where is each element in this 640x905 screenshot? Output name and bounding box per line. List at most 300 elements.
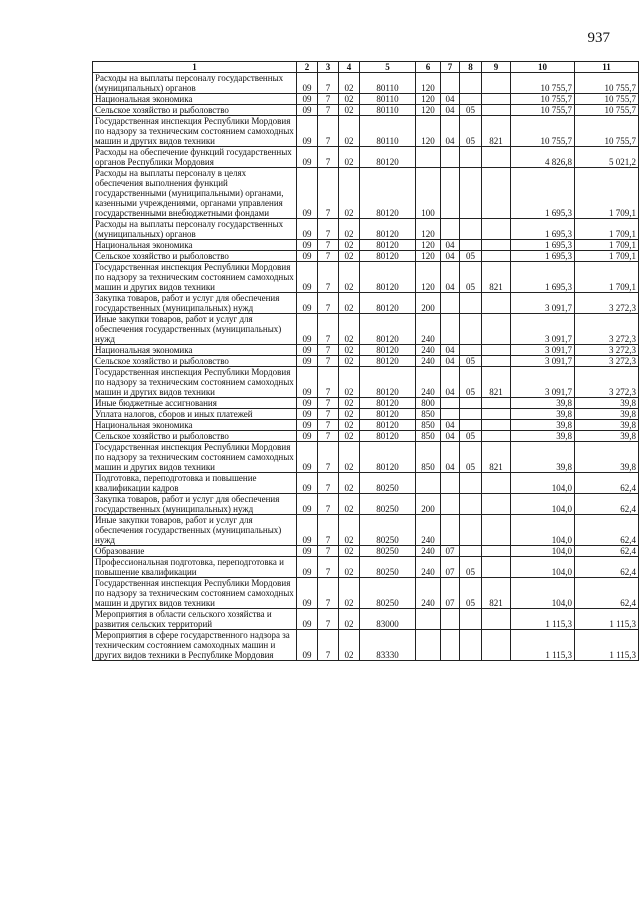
cell-section <box>441 494 460 515</box>
cell-amount-year2: 62,4 <box>575 546 639 557</box>
cell-amount-year1: 10 755,7 <box>511 73 575 94</box>
cell-subsection: 05 <box>460 116 482 147</box>
cell-code: 7 <box>318 367 339 398</box>
cell-target-article: 80120 <box>360 420 416 431</box>
cell-target-article: 80120 <box>360 442 416 473</box>
row-name: Мероприятия в области сельского хозяйства и развития сельских территорий <box>93 609 297 630</box>
cell-amount-year1: 3 091,7 <box>511 367 575 398</box>
cell-expense-type: 240 <box>416 367 441 398</box>
cell-subsection <box>460 240 482 251</box>
cell-code: 09 <box>297 219 318 240</box>
cell-code: 02 <box>339 345 360 356</box>
cell-target-article: 80250 <box>360 473 416 494</box>
cell-expense-type: 200 <box>416 293 441 314</box>
table-row <box>93 94 639 105</box>
cell-code: 7 <box>318 94 339 105</box>
table-body <box>93 73 639 661</box>
cell-amount-year2: 62,4 <box>575 557 639 578</box>
table-row <box>93 147 639 168</box>
cell-ministry <box>482 473 511 494</box>
table-row <box>93 345 639 356</box>
cell-section <box>441 609 460 630</box>
cell-code: 02 <box>339 116 360 147</box>
table-row <box>93 515 639 546</box>
cell-code: 7 <box>318 345 339 356</box>
cell-target-article: 80120 <box>360 398 416 409</box>
row-name: Сельское хозяйство и рыболовство <box>93 105 297 116</box>
row-name: Расходы на выплаты персоналу государственных (муниципальных) органов <box>93 219 297 240</box>
table-row <box>93 431 639 442</box>
cell-ministry <box>482 168 511 219</box>
cell-subsection: 05 <box>460 367 482 398</box>
row-name: Государственная инспекция Республики Мордовия по надзору за техническим состоянием самоходных машин и других видов техники <box>93 367 297 398</box>
cell-expense-type <box>416 630 441 661</box>
cell-code: 02 <box>339 240 360 251</box>
cell-amount-year1: 1 695,3 <box>511 168 575 219</box>
cell-section <box>441 630 460 661</box>
cell-ministry <box>482 251 511 262</box>
cell-code: 02 <box>339 494 360 515</box>
cell-ministry <box>482 240 511 251</box>
cell-code: 7 <box>318 147 339 168</box>
cell-code: 09 <box>297 494 318 515</box>
cell-expense-type: 120 <box>416 73 441 94</box>
cell-code: 7 <box>318 630 339 661</box>
cell-ministry <box>482 515 511 546</box>
cell-code: 7 <box>318 609 339 630</box>
cell-ministry <box>482 293 511 314</box>
cell-amount-year2: 62,4 <box>575 473 639 494</box>
table-row <box>93 609 639 630</box>
cell-amount-year2: 1 709,1 <box>575 168 639 219</box>
cell-amount-year1: 39,8 <box>511 409 575 420</box>
cell-ministry <box>482 94 511 105</box>
cell-amount-year1: 104,0 <box>511 473 575 494</box>
cell-expense-type: 120 <box>416 94 441 105</box>
cell-target-article: 83000 <box>360 609 416 630</box>
cell-section <box>441 147 460 168</box>
header-cell: 4 <box>339 62 360 73</box>
table-row <box>93 356 639 367</box>
cell-ministry <box>482 356 511 367</box>
cell-code: 7 <box>318 356 339 367</box>
cell-code: 7 <box>318 116 339 147</box>
row-name: Подготовка, переподготовка и повышение квалификации кадров <box>93 473 297 494</box>
header-cell: 7 <box>441 62 460 73</box>
cell-target-article: 80110 <box>360 94 416 105</box>
cell-code: 02 <box>339 409 360 420</box>
cell-code: 7 <box>318 168 339 219</box>
cell-target-article: 80120 <box>360 240 416 251</box>
row-name: Национальная экономика <box>93 94 297 105</box>
cell-code: 09 <box>297 630 318 661</box>
cell-ministry <box>482 409 511 420</box>
row-name: Государственная инспекция Республики Мордовия по надзору за техническим состоянием самоходных машин и других видов техники <box>93 262 297 293</box>
cell-code: 7 <box>318 494 339 515</box>
header-cell: 9 <box>482 62 511 73</box>
cell-code: 09 <box>297 262 318 293</box>
cell-section: 07 <box>441 546 460 557</box>
row-name: Государственная инспекция Республики Мордовия по надзору за техническим состоянием самоходных машин и других видов техники <box>93 442 297 473</box>
cell-code: 02 <box>339 147 360 168</box>
row-name: Расходы на выплаты персоналу в целях обеспечения выполнения функций государственными (муниципальными) органами, казенными учреждениями, органами управления государственными внебюджетными фондами <box>93 168 297 219</box>
table-row <box>93 293 639 314</box>
cell-subsection <box>460 293 482 314</box>
cell-amount-year1: 1 695,3 <box>511 262 575 293</box>
table-row <box>93 314 639 345</box>
page-number: 937 <box>587 30 610 46</box>
cell-code: 7 <box>318 293 339 314</box>
table-row <box>93 168 639 219</box>
cell-ministry <box>482 314 511 345</box>
cell-code: 7 <box>318 240 339 251</box>
cell-subsection <box>460 314 482 345</box>
table-row <box>93 116 639 147</box>
cell-section <box>441 314 460 345</box>
row-name: Национальная экономика <box>93 240 297 251</box>
cell-code: 7 <box>318 420 339 431</box>
cell-amount-year2: 39,8 <box>575 409 639 420</box>
cell-code: 09 <box>297 442 318 473</box>
table-row <box>93 73 639 94</box>
table-row <box>93 262 639 293</box>
header-cell: 2 <box>297 62 318 73</box>
cell-ministry <box>482 345 511 356</box>
cell-subsection <box>460 345 482 356</box>
row-name: Сельское хозяйство и рыболовство <box>93 431 297 442</box>
cell-section: 04 <box>441 94 460 105</box>
cell-section <box>441 473 460 494</box>
header-cell: 10 <box>511 62 575 73</box>
cell-code: 7 <box>318 251 339 262</box>
cell-target-article: 80120 <box>360 314 416 345</box>
cell-code: 02 <box>339 557 360 578</box>
cell-code: 7 <box>318 73 339 94</box>
cell-code: 7 <box>318 262 339 293</box>
cell-expense-type: 850 <box>416 431 441 442</box>
table-row <box>93 557 639 578</box>
cell-section <box>441 409 460 420</box>
cell-expense-type: 850 <box>416 409 441 420</box>
cell-section: 04 <box>441 442 460 473</box>
header-cell: 5 <box>360 62 416 73</box>
table-row <box>93 442 639 473</box>
header-cell: 3 <box>318 62 339 73</box>
cell-target-article: 83330 <box>360 630 416 661</box>
budget-table <box>92 61 639 661</box>
cell-subsection <box>460 630 482 661</box>
row-name: Образование <box>93 546 297 557</box>
cell-subsection <box>460 147 482 168</box>
cell-code: 02 <box>339 168 360 219</box>
cell-amount-year1: 39,8 <box>511 420 575 431</box>
cell-code: 02 <box>339 314 360 345</box>
cell-subsection <box>460 546 482 557</box>
cell-amount-year1: 104,0 <box>511 578 575 609</box>
cell-code: 09 <box>297 345 318 356</box>
cell-subsection <box>460 94 482 105</box>
cell-target-article: 80120 <box>360 431 416 442</box>
cell-target-article: 80120 <box>360 293 416 314</box>
cell-amount-year1: 1 115,3 <box>511 609 575 630</box>
cell-ministry <box>482 73 511 94</box>
cell-subsection: 05 <box>460 442 482 473</box>
row-name: Сельское хозяйство и рыболовство <box>93 356 297 367</box>
cell-amount-year2: 10 755,7 <box>575 73 639 94</box>
cell-amount-year1: 10 755,7 <box>511 94 575 105</box>
cell-amount-year2: 10 755,7 <box>575 116 639 147</box>
cell-expense-type: 850 <box>416 442 441 473</box>
table-row <box>93 251 639 262</box>
cell-amount-year2: 1 709,1 <box>575 219 639 240</box>
cell-ministry <box>482 609 511 630</box>
header-cell: 11 <box>575 62 639 73</box>
cell-code: 09 <box>297 116 318 147</box>
header-cell: 1 <box>93 62 297 73</box>
cell-code: 7 <box>318 473 339 494</box>
cell-code: 09 <box>297 609 318 630</box>
row-name: Национальная экономика <box>93 345 297 356</box>
cell-section <box>441 293 460 314</box>
cell-code: 7 <box>318 409 339 420</box>
cell-code: 02 <box>339 398 360 409</box>
cell-ministry <box>482 546 511 557</box>
cell-ministry <box>482 147 511 168</box>
cell-section: 07 <box>441 557 460 578</box>
cell-ministry: 821 <box>482 578 511 609</box>
cell-expense-type: 120 <box>416 262 441 293</box>
cell-code: 02 <box>339 630 360 661</box>
cell-target-article: 80110 <box>360 73 416 94</box>
cell-code: 09 <box>297 557 318 578</box>
cell-code: 09 <box>297 94 318 105</box>
cell-code: 7 <box>318 442 339 473</box>
cell-expense-type: 240 <box>416 515 441 546</box>
cell-ministry: 821 <box>482 262 511 293</box>
cell-section: 04 <box>441 262 460 293</box>
cell-code: 09 <box>297 409 318 420</box>
cell-ministry <box>482 557 511 578</box>
cell-amount-year1: 1 695,3 <box>511 251 575 262</box>
cell-ministry: 821 <box>482 442 511 473</box>
row-name: Иные бюджетные ассигнования <box>93 398 297 409</box>
cell-code: 02 <box>339 73 360 94</box>
cell-expense-type: 120 <box>416 105 441 116</box>
cell-expense-type <box>416 609 441 630</box>
cell-expense-type <box>416 473 441 494</box>
cell-section: 04 <box>441 367 460 398</box>
cell-amount-year1: 104,0 <box>511 515 575 546</box>
row-name: Мероприятия в сфере государственного надзора за техническим состоянием самоходных машин и других видов техники в Республике Мордовия <box>93 630 297 661</box>
cell-section <box>441 219 460 240</box>
cell-code: 09 <box>297 314 318 345</box>
cell-target-article: 80120 <box>360 262 416 293</box>
cell-amount-year1: 39,8 <box>511 431 575 442</box>
cell-code: 09 <box>297 546 318 557</box>
cell-subsection <box>460 73 482 94</box>
cell-ministry <box>482 494 511 515</box>
cell-code: 02 <box>339 609 360 630</box>
cell-code: 09 <box>297 147 318 168</box>
table-row <box>93 494 639 515</box>
cell-target-article: 80250 <box>360 578 416 609</box>
cell-amount-year2: 5 021,2 <box>575 147 639 168</box>
cell-code: 09 <box>297 420 318 431</box>
cell-subsection <box>460 515 482 546</box>
cell-ministry <box>482 431 511 442</box>
cell-target-article: 80120 <box>360 367 416 398</box>
table-row <box>93 420 639 431</box>
cell-section <box>441 515 460 546</box>
row-name: Национальная экономика <box>93 420 297 431</box>
cell-expense-type: 120 <box>416 116 441 147</box>
table-row <box>93 219 639 240</box>
cell-ministry <box>482 630 511 661</box>
table-row <box>93 546 639 557</box>
row-name: Профессиональная подготовка, переподготовка и повышение квалификации <box>93 557 297 578</box>
cell-code: 02 <box>339 251 360 262</box>
header-row <box>93 62 639 73</box>
cell-amount-year1: 10 755,7 <box>511 116 575 147</box>
cell-subsection <box>460 473 482 494</box>
cell-amount-year2: 10 755,7 <box>575 94 639 105</box>
table-row <box>93 473 639 494</box>
cell-expense-type: 120 <box>416 251 441 262</box>
table-row <box>93 630 639 661</box>
cell-amount-year1: 104,0 <box>511 557 575 578</box>
cell-code: 7 <box>318 314 339 345</box>
cell-ministry: 821 <box>482 116 511 147</box>
cell-target-article: 80250 <box>360 557 416 578</box>
row-name: Закупка товаров, работ и услуг для обеспечения государственных (муниципальных) нужд <box>93 293 297 314</box>
cell-section: 04 <box>441 251 460 262</box>
cell-code: 7 <box>318 515 339 546</box>
cell-subsection: 05 <box>460 557 482 578</box>
cell-section: 04 <box>441 356 460 367</box>
cell-code: 09 <box>297 578 318 609</box>
cell-amount-year2: 62,4 <box>575 578 639 609</box>
cell-amount-year2: 3 272,3 <box>575 367 639 398</box>
cell-section: 04 <box>441 116 460 147</box>
cell-code: 02 <box>339 293 360 314</box>
cell-target-article: 80120 <box>360 147 416 168</box>
cell-target-article: 80250 <box>360 494 416 515</box>
cell-amount-year2: 10 755,7 <box>575 105 639 116</box>
cell-amount-year1: 104,0 <box>511 546 575 557</box>
cell-ministry <box>482 398 511 409</box>
cell-subsection: 05 <box>460 431 482 442</box>
cell-expense-type: 240 <box>416 557 441 578</box>
cell-section: 04 <box>441 105 460 116</box>
cell-code: 02 <box>339 431 360 442</box>
cell-code: 02 <box>339 546 360 557</box>
cell-amount-year2: 1 115,3 <box>575 630 639 661</box>
cell-ministry: 821 <box>482 367 511 398</box>
cell-code: 02 <box>339 367 360 398</box>
cell-section: 04 <box>441 420 460 431</box>
cell-subsection <box>460 609 482 630</box>
row-name: Расходы на обеспечение функций государственных органов Республики Мордовия <box>93 147 297 168</box>
row-name: Закупка товаров, работ и услуг для обеспечения государственных (муниципальных) нужд <box>93 494 297 515</box>
header-cell: 6 <box>416 62 441 73</box>
row-name: Иные закупки товаров, работ и услуг для обеспечения государственных (муниципальных) нужд <box>93 314 297 345</box>
cell-expense-type: 240 <box>416 345 441 356</box>
cell-subsection <box>460 420 482 431</box>
cell-subsection: 05 <box>460 578 482 609</box>
cell-amount-year1: 1 695,3 <box>511 240 575 251</box>
cell-amount-year1: 1 695,3 <box>511 219 575 240</box>
cell-target-article: 80120 <box>360 219 416 240</box>
cell-amount-year2: 39,8 <box>575 442 639 473</box>
cell-amount-year2: 39,8 <box>575 420 639 431</box>
cell-code: 09 <box>297 367 318 398</box>
cell-expense-type: 240 <box>416 314 441 345</box>
cell-code: 09 <box>297 515 318 546</box>
cell-subsection <box>460 494 482 515</box>
cell-amount-year1: 10 755,7 <box>511 105 575 116</box>
cell-amount-year1: 3 091,7 <box>511 293 575 314</box>
cell-amount-year1: 39,8 <box>511 442 575 473</box>
cell-target-article: 80110 <box>360 116 416 147</box>
cell-code: 09 <box>297 240 318 251</box>
cell-amount-year1: 3 091,7 <box>511 345 575 356</box>
cell-subsection: 05 <box>460 356 482 367</box>
cell-expense-type <box>416 147 441 168</box>
cell-expense-type: 850 <box>416 420 441 431</box>
cell-code: 09 <box>297 105 318 116</box>
header-cell: 8 <box>460 62 482 73</box>
cell-code: 02 <box>339 578 360 609</box>
row-name: Расходы на выплаты персоналу государственных (муниципальных) органов <box>93 73 297 94</box>
cell-amount-year2: 39,8 <box>575 398 639 409</box>
cell-code: 09 <box>297 431 318 442</box>
cell-expense-type: 800 <box>416 398 441 409</box>
cell-amount-year2: 1 115,3 <box>575 609 639 630</box>
cell-section: 07 <box>441 578 460 609</box>
cell-subsection <box>460 168 482 219</box>
cell-amount-year1: 39,8 <box>511 398 575 409</box>
cell-code: 09 <box>297 293 318 314</box>
cell-ministry <box>482 420 511 431</box>
cell-amount-year1: 104,0 <box>511 494 575 515</box>
cell-code: 09 <box>297 473 318 494</box>
cell-amount-year2: 39,8 <box>575 431 639 442</box>
cell-code: 02 <box>339 473 360 494</box>
cell-code: 7 <box>318 578 339 609</box>
cell-code: 7 <box>318 546 339 557</box>
cell-expense-type: 100 <box>416 168 441 219</box>
cell-code: 09 <box>297 356 318 367</box>
cell-amount-year1: 1 115,3 <box>511 630 575 661</box>
cell-amount-year1: 3 091,7 <box>511 314 575 345</box>
cell-code: 09 <box>297 398 318 409</box>
cell-code: 02 <box>339 105 360 116</box>
cell-subsection <box>460 398 482 409</box>
cell-target-article: 80120 <box>360 345 416 356</box>
cell-subsection <box>460 219 482 240</box>
cell-amount-year2: 62,4 <box>575 494 639 515</box>
cell-subsection: 05 <box>460 251 482 262</box>
cell-expense-type: 240 <box>416 356 441 367</box>
row-name: Государственная инспекция Республики Мордовия по надзору за техническим состоянием самоходных машин и других видов техники <box>93 116 297 147</box>
cell-code: 02 <box>339 420 360 431</box>
cell-target-article: 80120 <box>360 251 416 262</box>
table-row <box>93 367 639 398</box>
cell-section: 04 <box>441 240 460 251</box>
cell-code: 09 <box>297 168 318 219</box>
cell-code: 09 <box>297 251 318 262</box>
cell-code: 02 <box>339 356 360 367</box>
